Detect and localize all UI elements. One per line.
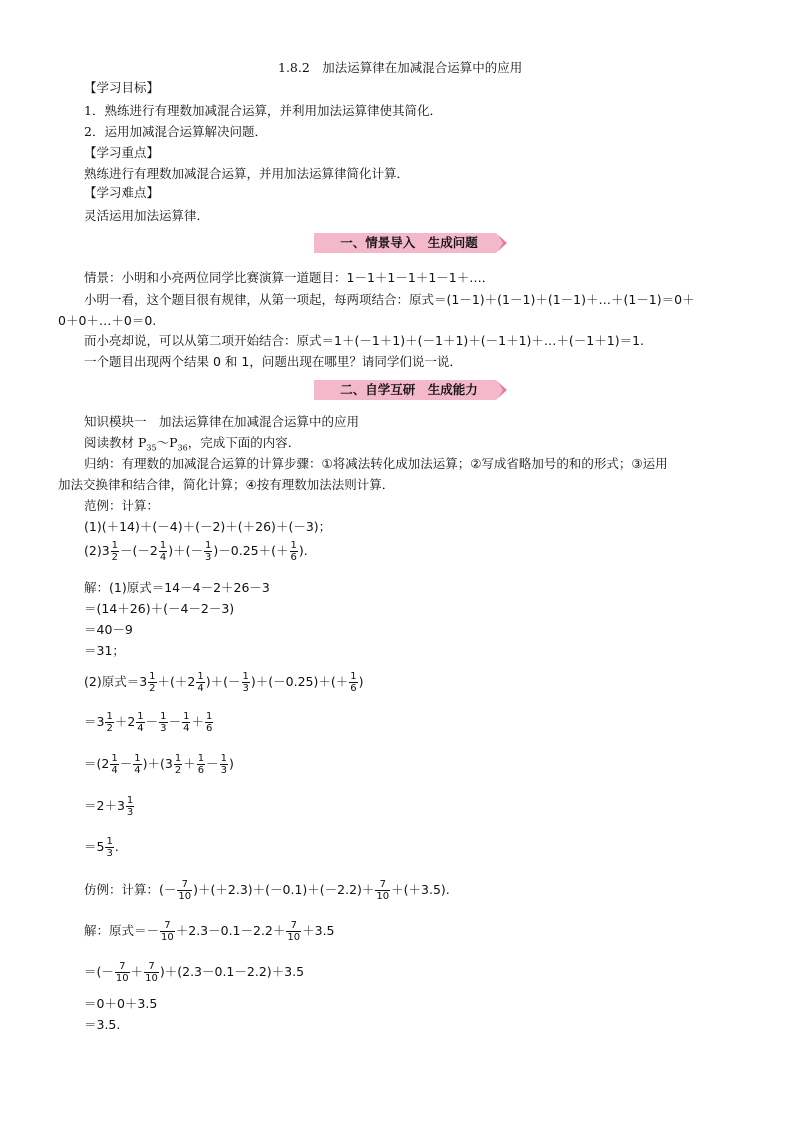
- imitation-solution-line-2: ＝(－ $\frac{7}{10}$ ＋ $\frac{7}{10}$ )＋(2.3－0.1－2.2)＋3.5: [84, 961, 305, 984]
- difficulty-heading: 【学习难点】: [84, 185, 160, 200]
- imitation-solution-line-1: 解：原式＝－ $\frac{7}{10}$ ＋2.3－0.1－2.2＋ $\frac{7}{10}$ ＋3.5: [84, 920, 335, 943]
- solution-2-line-3: ＝(2 $\frac{1}{4}$ － $\frac{1}{4}$ )＋(3 $\frac{1}{2}$ ＋ $\frac{1}{6}$ － $\frac{1}{3}$ ): [84, 753, 234, 776]
- imitation-solution-line-4: ＝3.5.: [84, 1017, 121, 1032]
- objective-1: 1．熟练进行有理数加减混合运算，并利用加法运算律使其简化．: [84, 103, 442, 118]
- objectives-heading: 【学习目标】: [84, 80, 160, 95]
- situation-line-1: 情景：小明和小亮两位同学比赛演算一道题目：1－1＋1－1＋1－1＋…．: [84, 270, 495, 285]
- key-text: 熟练进行有理数加减混合运算，并用加法运算律简化计算．: [84, 166, 410, 181]
- difficulty-text: 灵活运用加法运算律．: [84, 208, 210, 223]
- solution-1-line-4: ＝31；: [84, 643, 125, 658]
- module-title: 知识模块一 加法运算律在加减混合运算中的应用: [84, 414, 360, 429]
- section-banner-2: [314, 380, 509, 400]
- solution-2-line-4: ＝2＋3 $\frac{1}{3}$: [84, 795, 134, 818]
- imitation-problem: 仿例：计算：(－ $\frac{7}{10}$ )＋(＋2.3)＋(－0.1)＋(－2.2)＋ $\frac{7}{10}$ ＋(＋3.5).: [84, 879, 450, 902]
- section-banner-1: [314, 233, 509, 253]
- section-title-2: 二、自学互研 生成能力: [340, 382, 478, 397]
- solution-1-line-3: ＝40－9: [84, 622, 133, 637]
- solution-2-line-2: ＝3 $\frac{1}{2}$ ＋2 $\frac{1}{4}$ － $\frac{1}{3}$ － $\frac{1}{4}$ ＋ $\frac{1}{6}$: [84, 711, 213, 734]
- situation-line-3: 0＋0＋…＋0＝0.: [58, 313, 157, 328]
- section-title-1: 一、情景导入 生成问题: [340, 235, 478, 250]
- example-label: 范例：计算：: [84, 498, 160, 513]
- example-2: (2)3 $\frac{1}{2}$ －(－2 $\frac{1}{4}$ )＋(－ $\frac{1}{3}$ )－0.25＋(＋ $\frac{1}{6}$ ).: [84, 540, 308, 563]
- reading-instruction: 阅读教材 $P_{35}\sim P_{36}$，完成下面的内容．: [84, 435, 301, 453]
- objective-2: 2．运用加减混合运算解决问题．: [84, 124, 267, 139]
- induction-line-1: 归纳：有理数的加减混合运算的计算步骤：①将减法转化成加法运算；②写成省略加号的和的形式；③运用: [84, 456, 668, 471]
- situation-line-4: 而小亮却说，可以从第二项开始结合：原式＝1＋(－1＋1)＋(－1＋1)＋(－1＋1)＋…＋(－1＋1)＝1.: [84, 333, 645, 348]
- key-heading: 【学习重点】: [84, 145, 160, 160]
- solution-1-line-2: ＝(14＋26)＋(－4－2－3): [84, 601, 235, 616]
- induction-line-2: 加法交换律和结合律，简化计算；④按有理数加法法则计算．: [58, 477, 395, 492]
- solution-2-line-1: (2)原式＝3 $\frac{1}{2}$ ＋(＋2 $\frac{1}{4}$ )＋(－ $\frac{1}{3}$ )＋(－0.25)＋(＋ $\frac{1}{6}$ ): [84, 671, 364, 694]
- situation-line-5: 一个题目出现两个结果 0 和 1，问题出现在哪里？请同学们说一说．: [84, 354, 462, 369]
- solution-2-line-5: ＝5 $\frac{1}{3}$ .: [84, 836, 119, 859]
- page-title: 1.8.2 加法运算律在加减混合运算中的应用: [278, 60, 523, 75]
- imitation-solution-line-3: ＝0＋0＋3.5: [84, 996, 158, 1011]
- solution-1-line-1: 解：(1)原式＝14－4－2＋26－3: [84, 580, 270, 595]
- example-1: (1)(＋14)＋(－4)＋(－2)＋(＋26)＋(－3)；: [84, 519, 332, 534]
- situation-line-2: 小明一看，这个题目很有规律，从第一项起，每两项结合：原式＝(1－1)＋(1－1)＋(1－1)＋…＋(1－1)＝0＋: [84, 292, 695, 307]
